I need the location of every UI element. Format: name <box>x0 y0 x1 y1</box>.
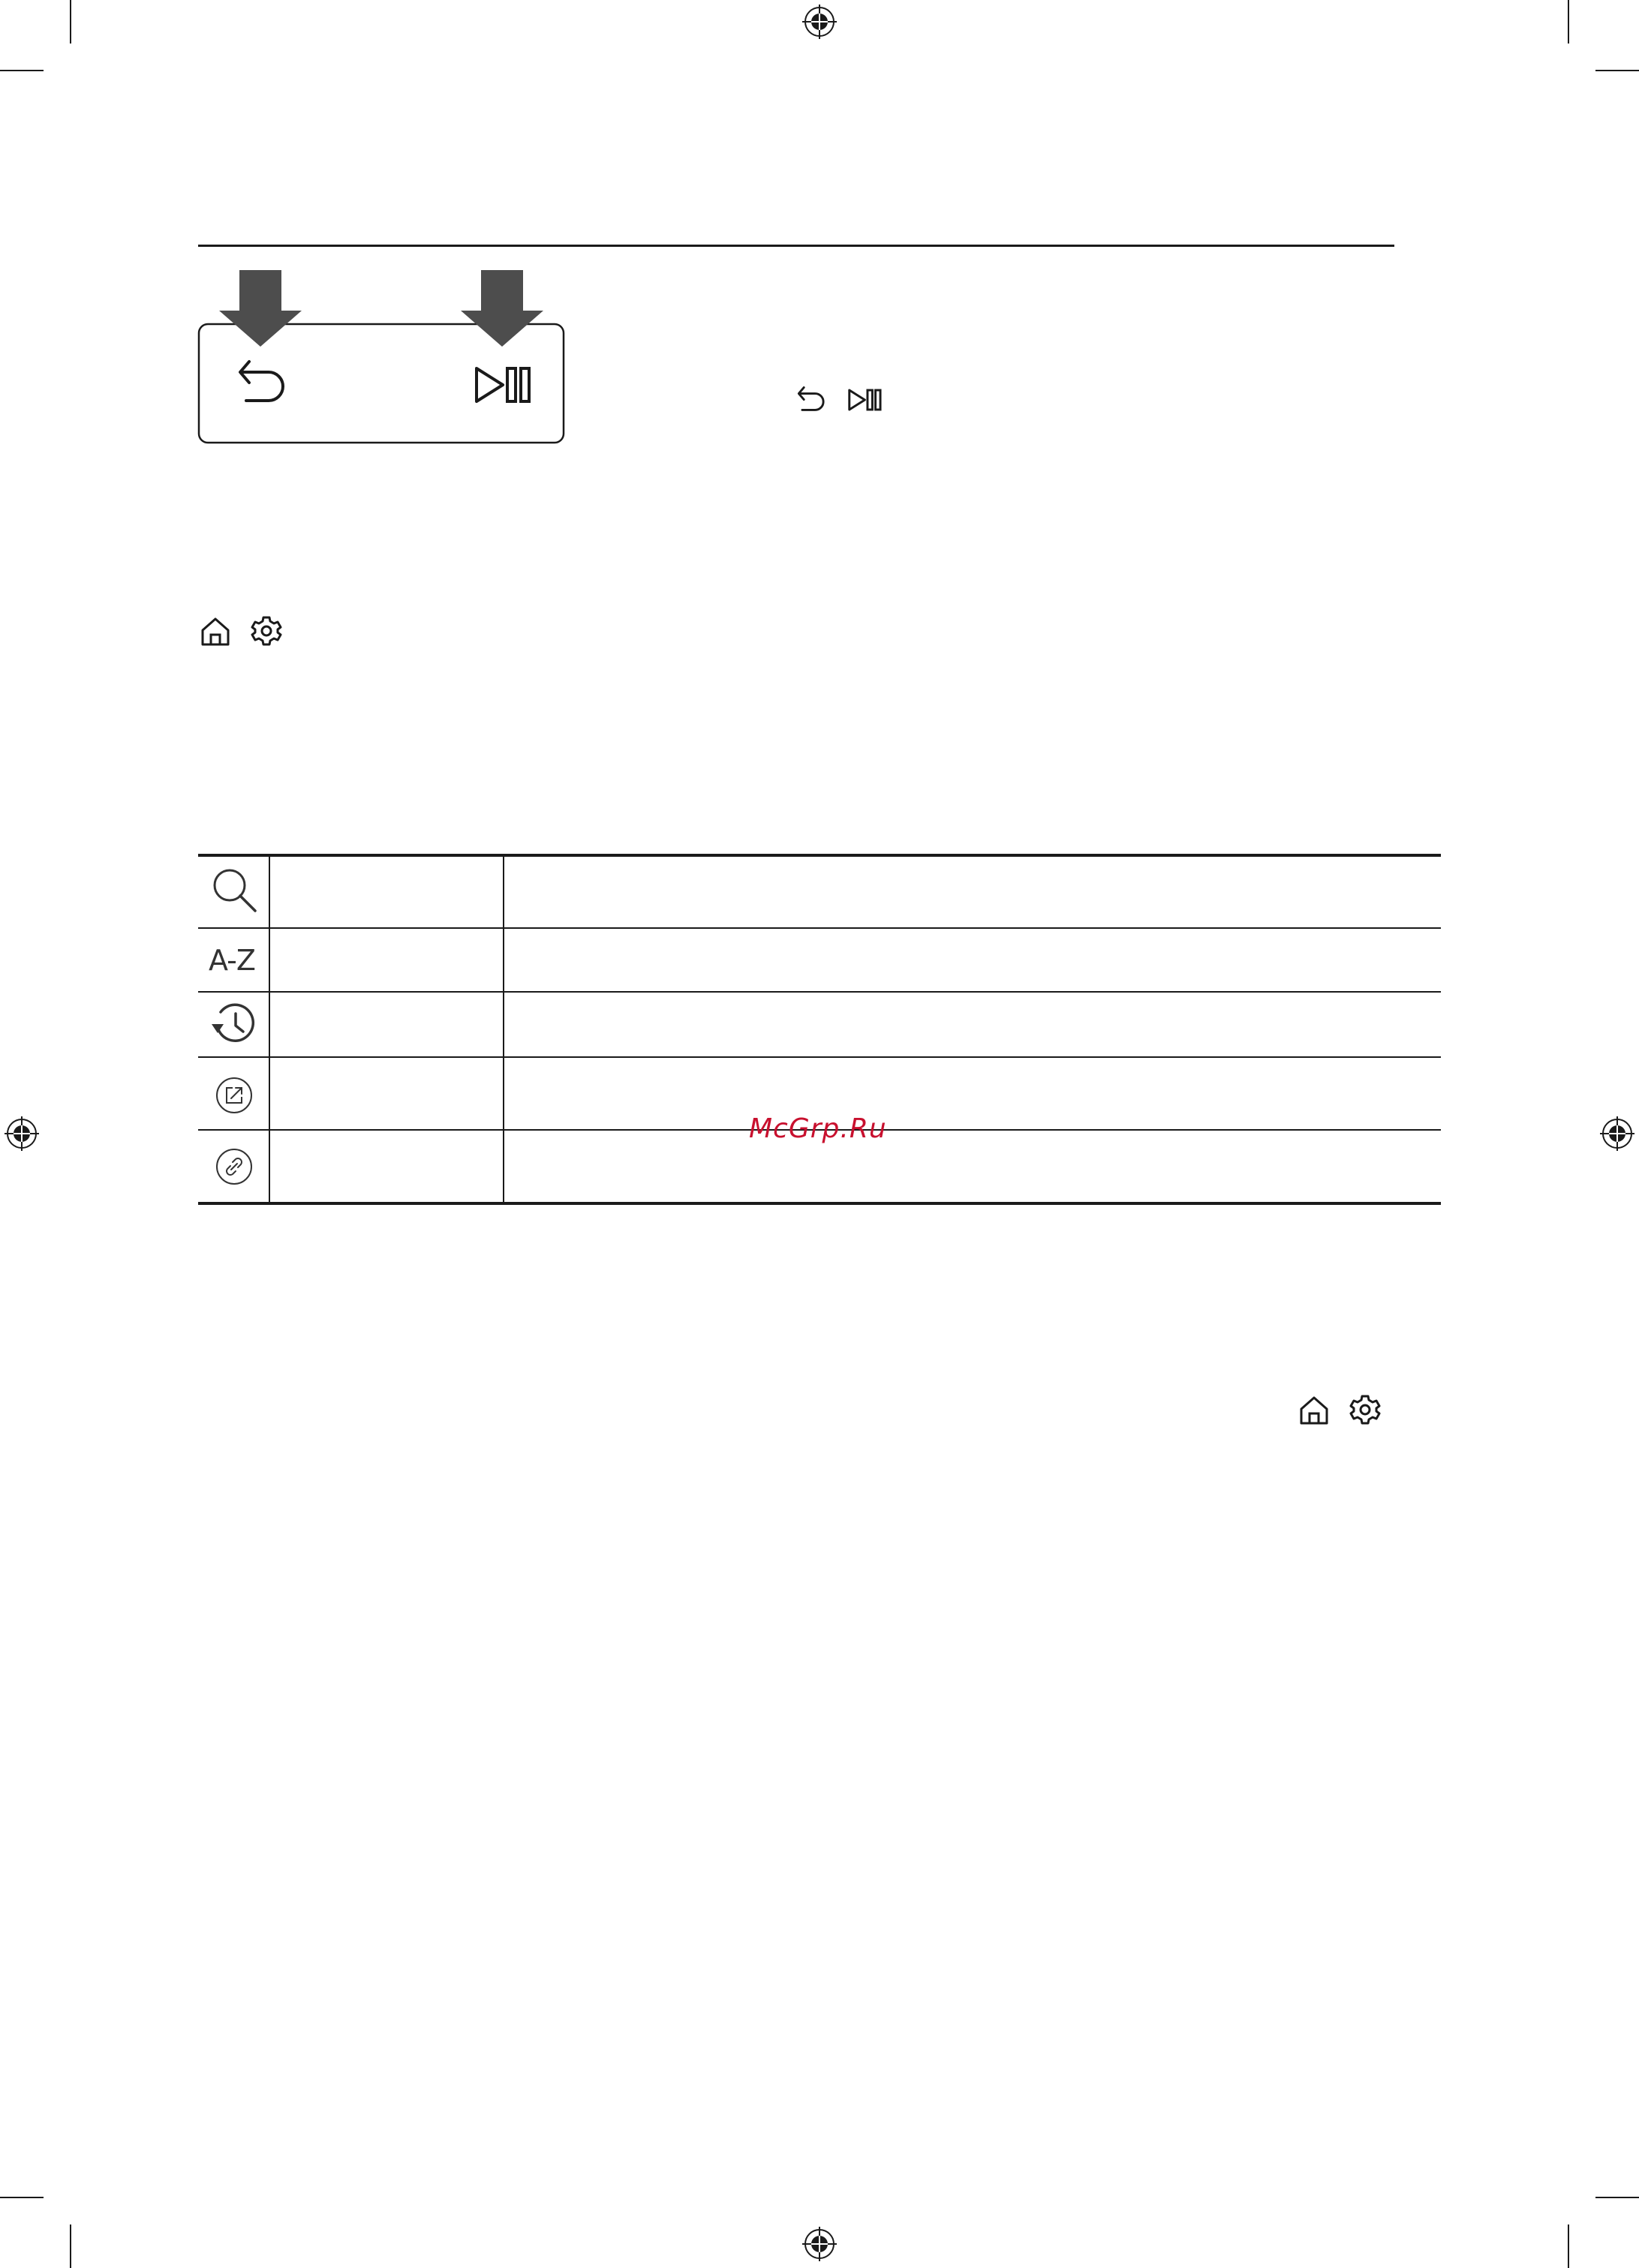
remote-illustration <box>198 270 564 444</box>
history-icon <box>210 1000 258 1048</box>
registration-mark-right <box>1600 1116 1634 1151</box>
pointer-arrow-return <box>219 270 302 347</box>
settings-icon <box>1349 1394 1381 1425</box>
a-z-sort-icon: A-Z <box>209 944 255 977</box>
home-icon <box>1298 1395 1330 1425</box>
pointer-arrow-play-pause <box>461 270 543 347</box>
external-link-icon <box>215 1076 254 1115</box>
table-row <box>198 993 1441 1056</box>
table-row <box>198 857 1441 927</box>
play-pause-icon <box>474 366 533 404</box>
play-pause-icon <box>848 389 883 411</box>
watermark-text: McGrp.Ru <box>749 1113 887 1144</box>
search-icon <box>210 866 258 914</box>
return-icon <box>237 359 287 405</box>
section-divider <box>198 245 1394 247</box>
registration-mark-bottom <box>802 2227 837 2261</box>
table-bottom-rule <box>198 1202 1441 1205</box>
registration-mark-top <box>802 5 837 39</box>
table-row <box>198 929 1441 991</box>
return-icon <box>797 386 826 413</box>
registration-mark-left <box>5 1116 39 1151</box>
home-icon <box>200 617 231 647</box>
feature-table <box>198 854 1441 1205</box>
settings-icon <box>251 615 282 647</box>
link-icon <box>215 1147 254 1186</box>
